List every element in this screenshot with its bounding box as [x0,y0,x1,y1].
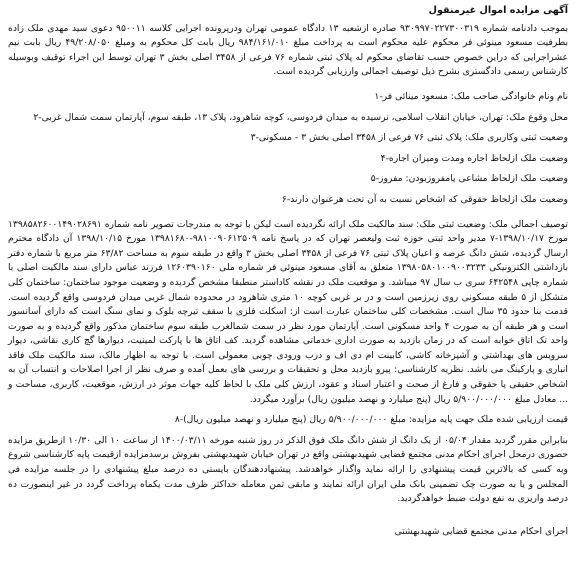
valuation-line: قیمت ارزیابی شده ملک جهت پایه مزایده: مبلغ ۵/۹۰۰/۰۰۰/۰۰۰ ریال (پنج میلیارد و نهصد میلیون ریال)-۸ [174,414,568,426]
field-property-location: محل وقوع ملک: تهران، خیابان انقلاب اسلامی، نرسیده به میدان فردوسی، کوچه شاهرود، پلاک ۱۳، طبقه سوم، آپارتمان سمت شمال غربی-۲ [33,111,568,123]
field-ownership-type: وضعیت ملک ازلحاظ مشاعی یامفروزبودن: مفروز-۵ [370,173,568,185]
notice-title: آگهی مزایده اموال غیرمنقول [428,5,568,16]
auction-paragraph: بنابراین مقرر گردید مقدار ۰۵/۰۴ از یک دانگ از شش دانگ ملک فوق الذکر در روز شنبه مورخه ۱۴۰۰/۰۳/۱۱ از ساعت ۱۰ الی ۱۰/۳۰ ازطریق مزایده حضوری درمحل اجرای احکام مدنی مجتمع قضایی شهیدبهشتی واقع در تهران خیابان شهیدبهشتی بفروش برسدمزایده ازقیمت پایه کارشناسی شروع وبه کسی که بالاترین قیمت پیشنهادی را ارائه نماید واگذار خواهدشد. پیشنهاددهندگان بایستی ده درصد مبلغ پیشنهادی را در جلسه مزایده فی المجلس و یا به صورت چک تضمینی بانک ملی ایران ارائه نمایند و مابقی ثمن معامله حداکثر ظرف مدت یکماه پرداخت گردد در غیر اینصورت ده درصد واریزی به نفع دولت ضبط خواهدگردید. [8,434,568,505]
field-owner-name: نام ونام خانوادگی صاحب ملک: مسعود مینائی فر-۱ [374,90,568,102]
field-registration-status: وضعیت ثبتی وکاربری ملک: پلاک ثبتی ۷۶ فرعی از ۳۴۵۸ اصلی بخش ۳ - مسکونی-۳ [250,132,568,144]
signature-line: اجرای احکام مدنی مجتمع قضایی شهیدبهشتی [394,525,568,537]
field-lease-status: وضعیت ملک ازلحاظ اجاره ومدت ومیزان اجاره-۴ [380,152,568,164]
intro-paragraph: بموجب دادنامه شماره ۹۳۰۹۹۷۰۲۲۷۳۰۰۳۱۹ صادره ازشعبه ۱۳ دادگاه عمومی تهران ودرپرونده اجرایی کلاسه ۹۵۰۰۱۱ دعوی سید مهدی ملک زاده بطرفیت مسعود مینوئی فر محکوم علیه محکوم است به پرداخت مبلغ ۹۸۴/۱۶۱/۰۱۰ ریال بابت کل محکوم به ومبلغ ۴۹/۲۰۸/۰۵۰ ریال بابت نیم عشراجرایی که دراین خصوص حسب تقاضای محکوم له پلاک ثبتی شماره ۷۶ فرعی از ۳۴۵۸ اصلی بخش ۳ تهران توسط این اجراء توقیف وبوسیله کارشناس رسمی دادگستری بشرح ذیل توصیف اجمالی وارزیابی گردیده است. [8,22,569,78]
field-third-party-rights: وضعیت ملک ازلحاظ حقوقی که اشخاص نسبت به آن تحت هرعنوان دارند-۶ [281,193,568,205]
description-paragraph: توصیف اجمالی ملک: وضعیت ثبتی ملک: سند مالکیت ملک ارائه نگردیده است لیکن با توجه به مندرجات تصویر نامه شماره ۱۳۹۸۵۸۲۶۰۰۱۴۹۰۲۸۶۹۱ مورخ ۱۳۹۸/۱۰/۱۷-۷ مدیر واحد ثبتی حوزه ثبت ولیعصر تهران که در پاسخ نامه ۹۸۱۰۰۹۰۶۱۲۵۰۹-۱۳۹۸۱۶۸۰ مورخ ۱۳۹۸/۱۰/۱۵ آن دادگاه محترم ارسال گردیده، شش دانگ عرصه و اعیان پلاک ثبتی ۷۶ فرعی از ۳۴۵۸ اصلی بخش ۳ واقع در طبقه سوم به مساحت ۶۳/۸۲ متر مربع با شماره دفتر بازداشتی الکترونیکی ۱۳۹۸۰۵۸۰۱۰۰۹۰۰۳۲۳۳ متعلق به آقای مسعود مینوئی فر شماره ملی ۱۲۶۰۳۹۰۱۶۰ فرزند عباس دارای سند مالکیت اصلی با شماره چاپی ۶۴۲۵۴۸ سری ب سال ۹۷ میباشد. و موقعیت ملک در نقشه کاداستر منطبقا مشخص گردیده و وضعیت موجود ساختمان: ساختمان کلی متشکل از ۵ طبقه مسکونی روی زیرزمین است و در بر غربی کوچه ۱۰ متری شاهرود در محدوده شمال غربی میدان فردوسی واقع گردیده است. قدمت بنا حدود ۳۵ سال است. مشخصات کلی ساختمان عبارت است از: اسکلت فلزی با سقف تیرچه بلوک و نمای سنگ است که دارای آسانسور است و هر طبقه آن به صورت ۴ واحد مسکونی است. آپارتمان مورد نظر در سمت شمالغرب طبقه سوم ساختمان مذکور واقع گردیده و به صورت واحد تک اتاق خوابه است که در زمان بازدید به صورت اداری خدماتی مشاهده گردید. کف اتاق ها با پارکت لمینیت، دیوارها گچ کاری نقاشی، دیوار سرویس های بهداشتی و آشپزخانه کاشی، کابینت ام دی اف و درب ورودی چوبی معمولی است. با توجه به اظهار مالک، سند مالکیت ملک فاقد انباری و پارکینگ می باشد. نظریه کارشناسی: پیرو بازدید محل و تحقیقات و بررسی های بعمل آمده و صرف نظر از اجرا اصلاحات و انتساب آن به اشخاص حقیقی یا حقوقی و فارغ از صحت و اعتبار اسناد و عقود، ارزش کلی ملک با لحاظ کلیه جهات موثر در ارزش، موقعیت، کاربری، مساحت و ... معادل مبلغ ۵/۹۰۰/۰۰۰/۰۰۰ ریال (پنج میلیارد و نهصد میلیون ریال) برآورد میگردد. [8,218,569,405]
